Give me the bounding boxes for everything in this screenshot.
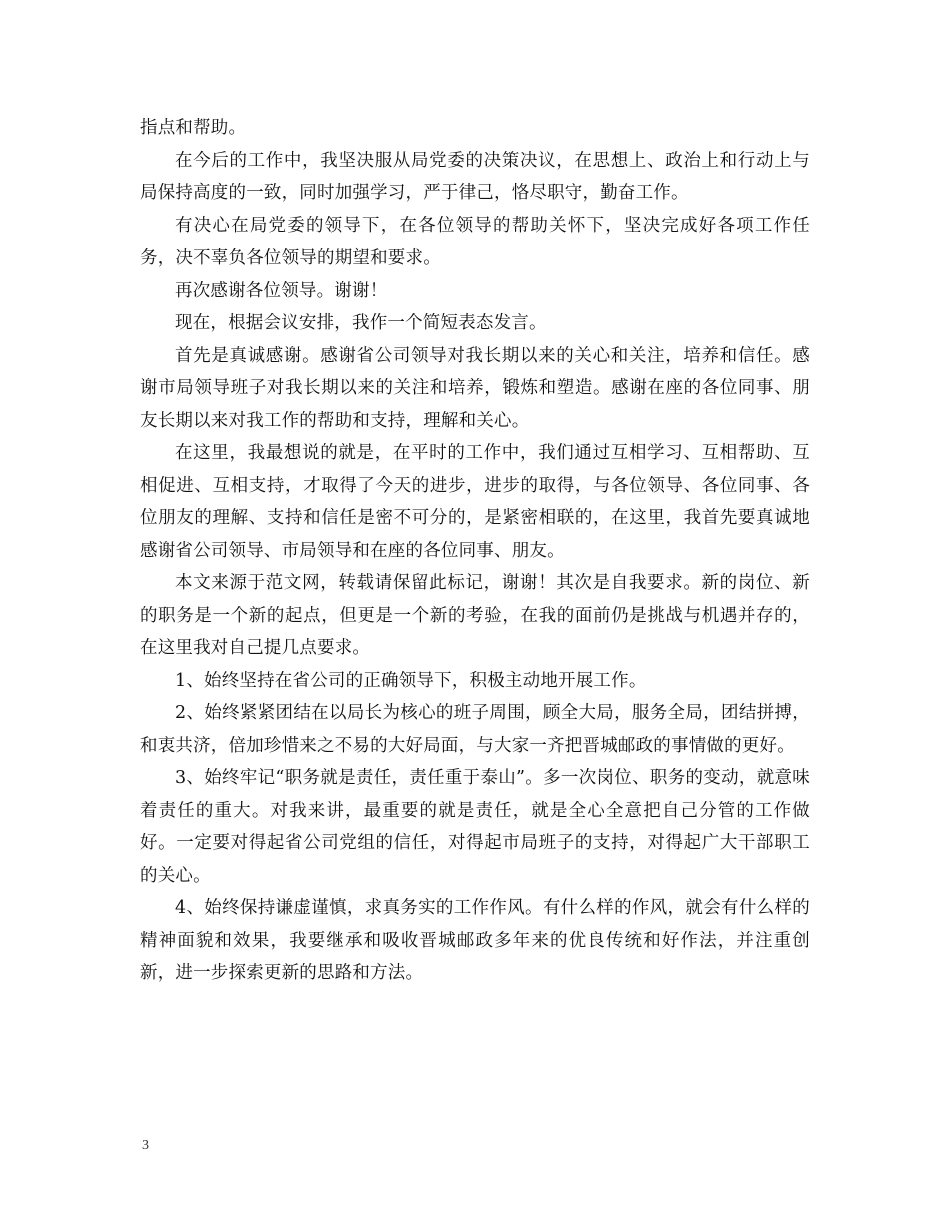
page-number: 3: [142, 1138, 149, 1153]
paragraph: 有决心在局党委的领导下，在各位领导的帮助关怀下，坚决完成好各项工作任务，决不辜负各位领导的期望和要求。: [140, 215, 810, 268]
paragraph: 3、始终牢记“职务就是责任，责任重于泰山”。多一次岗位、职务的变动，就意味着责任的重大。对我来讲，最重要的就是责任，就是全心全意把自己分管的工作做好。一定要对得起省公司党组的信任，对得起市局班子的支持，对得起广大干部职工的关心。: [140, 768, 810, 886]
paragraph: 再次感谢各位领导。谢谢！: [175, 280, 388, 301]
document-body: [140, 112, 810, 990]
paragraph: 首先是真诚感谢。感谢省公司领导对我长期以来的关心和关注，培养和信任。感谢市局领导班子对我长期以来的关注和培养，锻炼和塑造。感谢在座的各位同事、朋友长期以来对我工作的帮助和支持，理解和关心。: [140, 345, 810, 431]
paragraph: 4、始终保持谦虚谨慎，求真务实的工作作风。有什么样的作风，就会有什么样的精神面貌和效果，我要继承和吸收晋城邮政多年来的优良传统和好作法，并注重创新，进一步探索更新的思路和方法。: [140, 898, 810, 983]
paragraph: 在这里，我最想说的就是，在平时的工作中，我们通过互相学习、互相帮助、互相促进、互相支持，才取得了今天的进步，进步的取得，与各位领导、各位同事、各位朋友的理解、支持和信任是密不可分的，是紧密相联的，在这里，我首先要真诚地感谢省公司领导、市局领导和在座的各位同事、朋友。: [140, 443, 810, 561]
paragraph: 本文来源于范文网，转载请保留此标记，谢谢！其次是自我要求。新的岗位、新的职务是一个新的起点，但更是一个新的考验，在我的面前仍是挑战与机遇并存的，在这里我对自己提几点要求。: [140, 573, 810, 658]
paragraph: 1、始终坚持在省公司的正确领导下，积极主动地开展工作。: [175, 670, 647, 691]
paragraph: 现在，根据会议安排，我作一个简短表态发言。: [175, 313, 547, 333]
paragraph: 2、始终紧紧团结在以局长为核心的班子周围，顾全大局，服务全局，团结拼搏，和衷共济，倍加珍惜来之不易的大好局面，与大家一齐把晋城邮政的事情做的更好。: [140, 703, 810, 756]
paragraph: 指点和帮助。: [140, 118, 247, 138]
paragraph: 在今后的工作中，我坚决服从局党委的决策决议，在思想上、政治上和行动上与局保持高度的一致，同时加强学习，严于律己，恪尽职守，勤奋工作。: [140, 150, 810, 203]
